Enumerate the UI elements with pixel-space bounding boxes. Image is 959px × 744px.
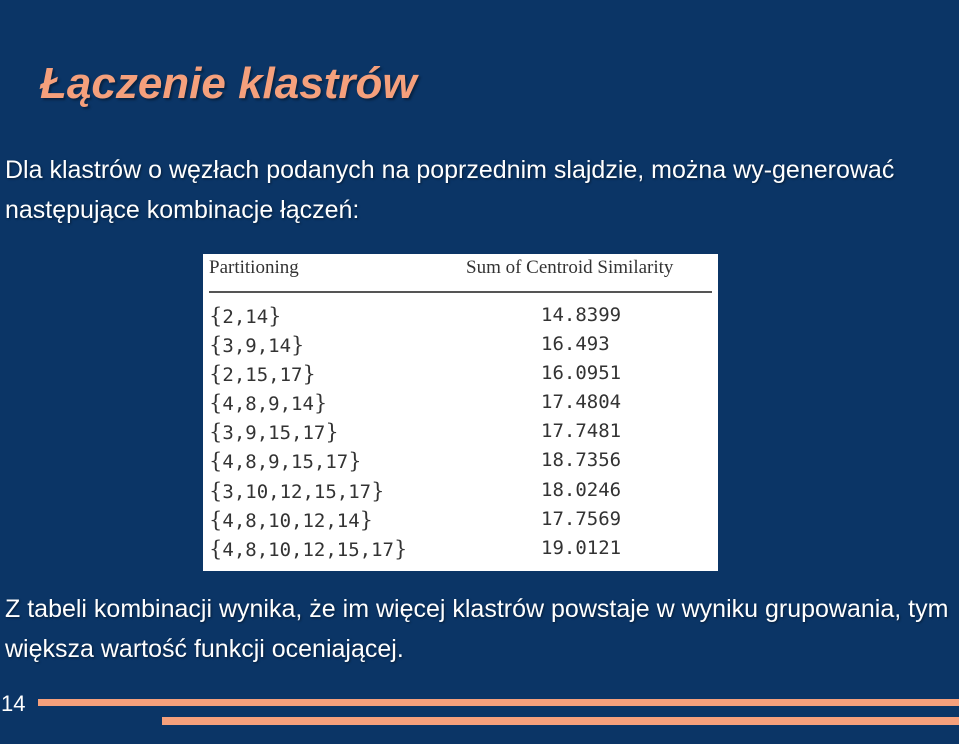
open-brace: {: [209, 478, 223, 503]
partition-values: 2,15,17: [222, 364, 303, 387]
slide-title: Łączenie klastrów: [40, 59, 417, 108]
close-brace: }: [291, 333, 305, 358]
open-brace: {: [209, 420, 223, 445]
partition-cell: [209, 449, 362, 473]
partition-cell: [209, 362, 316, 386]
similarity-value: 19.0121: [541, 536, 622, 559]
table-row: [203, 508, 718, 537]
partition-cell: [209, 479, 384, 503]
table-row: [203, 391, 718, 420]
partition-cell: [209, 420, 339, 444]
footer-accent-bar-top: [38, 699, 959, 706]
table-row: [203, 449, 718, 478]
similarity-value: 18.7356: [541, 449, 622, 472]
conclusion-text: Z tabeli kombinacji wynika, że im więcej klastrów powstaje w wyniku grupowania, tym większa wartość funkcji oceniającej.: [5, 595, 949, 663]
open-brace: {: [209, 449, 223, 474]
similarity-value: 16.493: [541, 333, 610, 356]
close-brace: }: [302, 362, 316, 387]
table-row: [203, 420, 718, 449]
partition-values: 4,8,9,15,17: [222, 451, 349, 474]
partition-cell: [209, 333, 304, 357]
table-row: [203, 304, 718, 333]
partition-cell: [209, 304, 282, 328]
partition-values: 4,8,9,14: [222, 393, 314, 416]
open-brace: {: [209, 304, 223, 328]
table-header-rule: [209, 291, 712, 293]
partition-cell: [209, 391, 327, 415]
similarity-value: 16.0951: [541, 362, 622, 385]
similarity-value: 17.7481: [541, 420, 622, 443]
similarity-value: 17.7569: [541, 507, 622, 530]
table-row: [203, 362, 718, 391]
open-brace: {: [209, 507, 223, 532]
table-body: [203, 304, 718, 566]
partition-cell: [209, 537, 407, 561]
header-partitioning: Partitioning: [209, 257, 299, 278]
open-brace: {: [209, 362, 223, 387]
partition-cell: [209, 508, 373, 532]
close-brace: }: [371, 478, 385, 503]
footer-accent-bar-bottom: [162, 717, 959, 725]
open-brace: {: [209, 536, 223, 561]
open-brace: {: [209, 391, 223, 416]
table-row: [203, 333, 718, 362]
partition-values: 4,8,10,12,14: [222, 509, 360, 532]
partition-values: 3,10,12,15,17: [222, 480, 372, 503]
partition-values: 2,14: [222, 306, 269, 328]
page-number: 14: [1, 691, 26, 716]
partition-values: 3,9,14: [222, 335, 292, 358]
partition-values: 3,9,15,17: [222, 422, 326, 445]
close-brace: }: [268, 304, 282, 328]
close-brace: }: [359, 507, 374, 532]
table-header: [203, 254, 718, 290]
open-brace: {: [209, 333, 223, 358]
header-centroid-similarity: Sum of Centroid Similarity: [466, 257, 674, 278]
close-brace: }: [348, 449, 362, 474]
partition-values: 4,8,10,12,15,17: [222, 538, 394, 561]
partition-table: [203, 254, 718, 571]
similarity-value: 14.8399: [541, 304, 622, 326]
close-brace: }: [313, 391, 328, 416]
similarity-value: 17.4804: [541, 391, 622, 414]
close-brace: }: [325, 420, 339, 445]
table-row: [203, 537, 718, 566]
table-row: [203, 479, 718, 508]
similarity-value: 18.0246: [541, 478, 622, 501]
close-brace: }: [393, 536, 408, 561]
intro-text: Dla klastrów o węzłach podanych na poprzednim slajdzie, można wy-generować następujące kombinacje łączeń:: [5, 156, 895, 224]
